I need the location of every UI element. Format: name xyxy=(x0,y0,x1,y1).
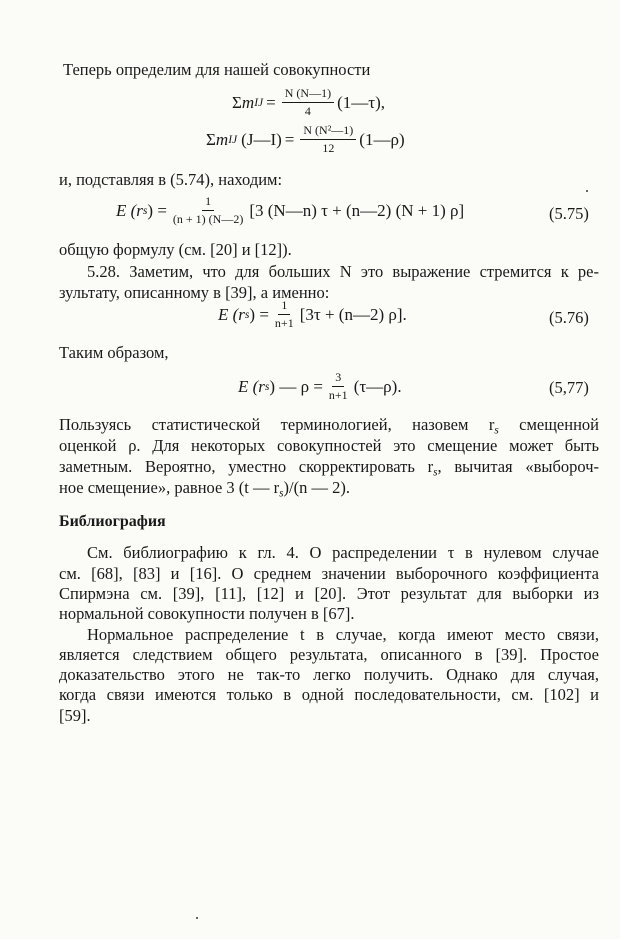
eq-sum1-rhs: (1—τ), xyxy=(337,92,385,112)
para-bias-line1: Пользуясь статистической терминологией, назовем $r_s$ смещенной xyxy=(59,415,599,437)
bibliography-heading: Библиография xyxy=(59,513,166,530)
eq-sum2-sub: IJ xyxy=(228,133,238,146)
para-bias-line3: заметным. Вероятно, уместно скорректировать $r_s$, вычитая «выбороч- xyxy=(59,457,599,479)
eq-sum1-denominator: 4 xyxy=(304,104,311,118)
equation-number-5-77: (5,77) xyxy=(549,378,589,397)
eq575-rhs: [3 (N—n) τ + (n—2) (N + 1) ρ] xyxy=(249,200,465,220)
eq-sum1-m: m xyxy=(241,92,255,112)
eq577-rhs: (τ—ρ). xyxy=(353,376,402,396)
bib-p1-line3: Спирмэна см. [39], [11], [12] и [20]. Этот результат для выборки из xyxy=(59,584,599,603)
bib-p1-line4: нормальной совокупности получен в [67]. xyxy=(59,604,355,623)
equation-5-76 xyxy=(218,298,407,331)
scan-speck xyxy=(196,917,198,919)
eq577-numerator: 3 xyxy=(332,370,344,387)
eq576-lhs-sub: s xyxy=(244,308,250,321)
bib-p2-line5: [59]. xyxy=(59,706,91,725)
eq576-denominator: n+1 xyxy=(274,316,294,330)
eq577-denominator: n+1 xyxy=(328,388,348,402)
eq-sum2-paren: (J—I) xyxy=(241,129,282,149)
eq-sum2-denominator: 12 xyxy=(322,141,335,155)
equation-5-75 xyxy=(116,194,464,227)
bib-p2-line4: когда связи имеются только в одной последовательности, см. [102] и xyxy=(59,685,599,704)
eq576-rhs: [3τ + (n—2) ρ]. xyxy=(299,304,407,324)
eq575-lhs-close: ) = xyxy=(147,200,167,220)
eq576-lhs-close: ) = xyxy=(249,304,269,324)
equation-sum-m xyxy=(232,86,385,119)
general-formula-line: общую формулу (см. [20] и [12]). xyxy=(59,240,292,259)
eq577-lhs-close: ) — ρ = xyxy=(269,376,323,396)
equation-sum-m-diff xyxy=(206,123,405,156)
para-528-line2: зультату, описанному в [39], а именно: xyxy=(59,283,330,302)
scan-speck xyxy=(586,190,588,192)
eq577-lhs: E (r xyxy=(238,376,265,396)
sigma-symbol-2: Σ xyxy=(206,129,216,149)
eq576-numerator: 1 xyxy=(278,298,290,315)
eq-sum1-numerator: N (N—1) xyxy=(282,86,334,103)
eq575-lhs: E (r xyxy=(116,200,143,220)
eq-sum1-equals: = xyxy=(266,92,276,112)
thus-line: Таким образом, xyxy=(59,343,169,362)
eq577-fraction xyxy=(326,370,351,403)
eq575-denominator: (n + 1) (N—2) xyxy=(172,212,244,226)
substitute-line: и, подставляя в (5.74), находим: xyxy=(59,170,283,189)
eq-sum2-m: m xyxy=(215,129,229,149)
eq576-fraction xyxy=(272,298,297,331)
eq575-numerator: 1 xyxy=(202,194,214,211)
eq577-lhs-sub: s xyxy=(264,380,270,393)
eq-sum2-fraction xyxy=(300,123,356,156)
equation-5-77 xyxy=(238,370,402,403)
eq-sum2-equals: = xyxy=(284,129,295,149)
bib-p2-line1: Нормальное распределение t в случае, когда имеют место связи, xyxy=(87,625,599,644)
eq576-lhs: E (r xyxy=(218,304,245,324)
eq575-lhs-sub: s xyxy=(142,204,148,217)
para-bias-line4: ное смещение», равное 3 (t — $r_s)/(n$ — 2). xyxy=(59,478,350,500)
eq-sum1-sub: IJ xyxy=(254,96,264,109)
intro-line: Теперь определим для нашей совокупности xyxy=(63,60,371,79)
para-bias-line2: оценкой ρ. Для некоторых совокупностей это смещение может быть xyxy=(59,436,599,455)
eq575-fraction xyxy=(170,194,246,227)
bib-p2-line2: является следствием общего результата, описанного в [39]. Простое xyxy=(59,645,599,664)
sigma-symbol: Σ xyxy=(232,92,242,112)
eq-sum2-rhs: (1—ρ) xyxy=(359,129,405,149)
para-528-line1: 5.28. Заметим, что для больших N это выражение стремится к ре- xyxy=(87,262,599,281)
equation-number-5-76: (5.76) xyxy=(549,308,589,327)
eq-sum1-fraction xyxy=(282,86,334,119)
eq-sum2-numerator: N (N²—1) xyxy=(300,123,356,140)
bib-p1-line1: См. библиографию к гл. 4. О распределении τ в нулевом случае xyxy=(87,543,599,562)
bib-p2-line3: доказательство этого не так-то легко получить. Однако для случая, xyxy=(59,665,599,684)
equation-number-5-75: (5.75) xyxy=(549,204,589,223)
bib-p1-line2: см. [68], [83] и [16]. О среднем значении выборочного коэффициента xyxy=(59,564,599,583)
